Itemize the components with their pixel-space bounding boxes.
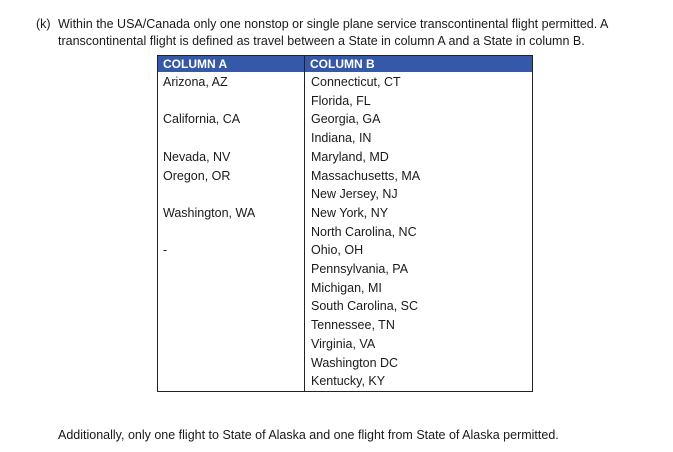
column-b-cell: Virginia, VA bbox=[311, 336, 376, 351]
column-a-cell: Oregon, OR bbox=[163, 168, 231, 183]
state-columns-table bbox=[157, 55, 533, 392]
column-b-cell: Washington DC bbox=[311, 355, 399, 370]
column-b-cell: Georgia, GA bbox=[311, 112, 381, 127]
column-b-cell: Massachusetts, MA bbox=[311, 168, 421, 183]
column-b-cell: Indiana, IN bbox=[311, 131, 372, 146]
column-a-cell: Nevada, NV bbox=[163, 149, 231, 164]
table-header-row bbox=[158, 56, 532, 72]
column-b-cell: Pennsylvania, PA bbox=[311, 262, 409, 276]
column-b-cell: Maryland, MD bbox=[311, 149, 389, 164]
paragraph-line-2: transcontinental flight is defined as travel between a State in column A and a State in column B. bbox=[58, 34, 585, 48]
column-b-cell: New York, NY bbox=[311, 205, 389, 220]
column-a-cell: Arizona, AZ bbox=[163, 75, 228, 89]
column-a-header: COLUMN A bbox=[163, 57, 228, 71]
column-b-cell: Connecticut, CT bbox=[311, 75, 401, 89]
column-b-cell: North Carolina, NC bbox=[311, 224, 417, 239]
column-a-cell: California, CA bbox=[163, 112, 241, 127]
column-a-cell: Washington, WA bbox=[163, 205, 256, 220]
column-b-header: COLUMN B bbox=[310, 57, 375, 71]
column-b-cell: Ohio, OH bbox=[311, 243, 364, 258]
column-a-cell: - bbox=[163, 243, 168, 258]
column-b-cell: Kentucky, KY bbox=[311, 374, 386, 389]
paragraph-label: (k) bbox=[36, 17, 51, 31]
column-b-cell: New Jersey, NJ bbox=[311, 187, 398, 202]
column-b-cell: Michigan, MI bbox=[311, 280, 382, 295]
column-b-cell: Tennessee, TN bbox=[311, 318, 395, 333]
alaska-note: Additionally, only one flight to State of Alaska and one flight from State of Alaska permitted. bbox=[58, 428, 559, 442]
column-b-cell: South Carolina, SC bbox=[311, 299, 419, 314]
column-b-cell: Florida, FL bbox=[311, 93, 371, 108]
paragraph-line-1: Within the USA/Canada only one nonstop or single plane service transcontinental flight permitted. A bbox=[58, 17, 609, 31]
column-divider bbox=[304, 56, 305, 391]
